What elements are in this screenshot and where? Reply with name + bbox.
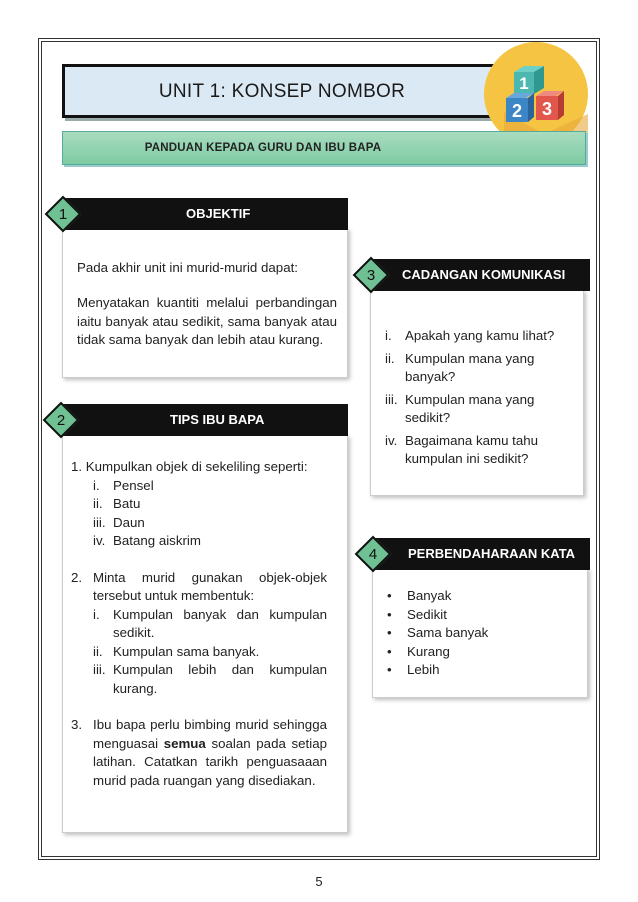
unit-title-box (62, 64, 502, 118)
guide-banner (62, 131, 586, 165)
tips-item-1-sub: iv. Batang aiskrim (93, 533, 201, 548)
perbendaharaan-card (372, 568, 588, 698)
unit-title: UNIT 1: KONSEP NOMBOR (158, 81, 406, 102)
objektif-header (62, 198, 348, 230)
objektif-intro: Pada akhir unit ini murid-murid dapat: (77, 260, 298, 275)
tips-item-2-sub: iii. Kumpulan lebih dan kumpulan kurang. (93, 662, 327, 696)
perbendaharaan-item: • Lebih (387, 662, 440, 677)
tips-number: 2 (56, 412, 66, 429)
tips-list (71, 458, 327, 790)
tips-item-1-sub: ii. Batu (93, 496, 141, 511)
page-number: 5 (315, 874, 323, 889)
objektif-text: Menyatakan kuantiti melalui perbandingan iaitu banyak atau sedikit, sama banyak atau tidak sama banyak dan lebih atau kurang. (77, 295, 337, 347)
komunikasi-item: ii. Kumpulan mana yang banyak? (385, 350, 535, 384)
tips-item-1: 1. Kumpulkan objek di sekeliling seperti: (71, 459, 308, 474)
tips-item-1-sub: i. Pensel (93, 477, 154, 493)
perbendaharaan-header (372, 538, 590, 570)
komunikasi-number: 3 (366, 267, 376, 284)
tips-item-1-sublist (71, 477, 327, 551)
cube-digit-2: 2 (511, 101, 523, 121)
objektif-card (62, 228, 348, 378)
tips-header (62, 404, 348, 436)
tips-item-2-sub: i. Kumpulan banyak dan kumpulan sedikit. (93, 606, 327, 640)
komunikasi-header (370, 259, 590, 291)
tips-item-2-sublist (71, 606, 327, 699)
emphasis-semua: semua (163, 735, 206, 751)
komunikasi-item: iii. Kumpulan mana yang sedikit? (385, 391, 535, 425)
tips-item-2: 2. Minta murid gunakan objek-objek tersebut untuk membentuk: (71, 569, 327, 603)
komunikasi-list (385, 327, 581, 469)
cube-digit-3: 3 (541, 99, 553, 119)
objektif-number: 1 (58, 206, 68, 223)
komunikasi-item: iv. Bagaimana kamu tahu kumpulan ini sedikit? (385, 432, 539, 466)
perbendaharaan-list (387, 587, 577, 680)
perbendaharaan-title: PERBENDAHARAAN KATA (408, 546, 576, 561)
tips-item-1-sub: iii. Daun (93, 514, 145, 530)
perbendaharaan-item: • Sedikit (387, 606, 447, 622)
tips-card (62, 435, 348, 833)
perbendaharaan-number: 4 (368, 546, 378, 563)
objektif-title: OBJEKTIF (186, 206, 251, 221)
komunikasi-card (370, 290, 584, 496)
perbendaharaan-item: • Sama banyak (387, 625, 489, 640)
tips-title: TIPS IBU BAPA (170, 412, 265, 427)
tips-item-2-sub: ii. Kumpulan sama banyak. (93, 643, 260, 659)
cube-digit-1: 1 (519, 74, 529, 93)
perbendaharaan-item: • Banyak (387, 588, 452, 603)
komunikasi-item: i. Apakah yang kamu lihat? (385, 328, 555, 343)
komunikasi-title: CADANGAN KOMUNIKASI (402, 267, 566, 282)
tips-item-3: 3. Ibu bapa perlu bimbing murid sehingga menguasai semua soalan pada setiap latihan. Catatkan tarikh penguasaaan murid pada ruangan yang disediakan. (71, 717, 327, 788)
perbendaharaan-item: • Kurang (387, 643, 450, 659)
guide-banner-label: PANDUAN KEPADA GURU DAN IBU BAPA (144, 142, 382, 154)
